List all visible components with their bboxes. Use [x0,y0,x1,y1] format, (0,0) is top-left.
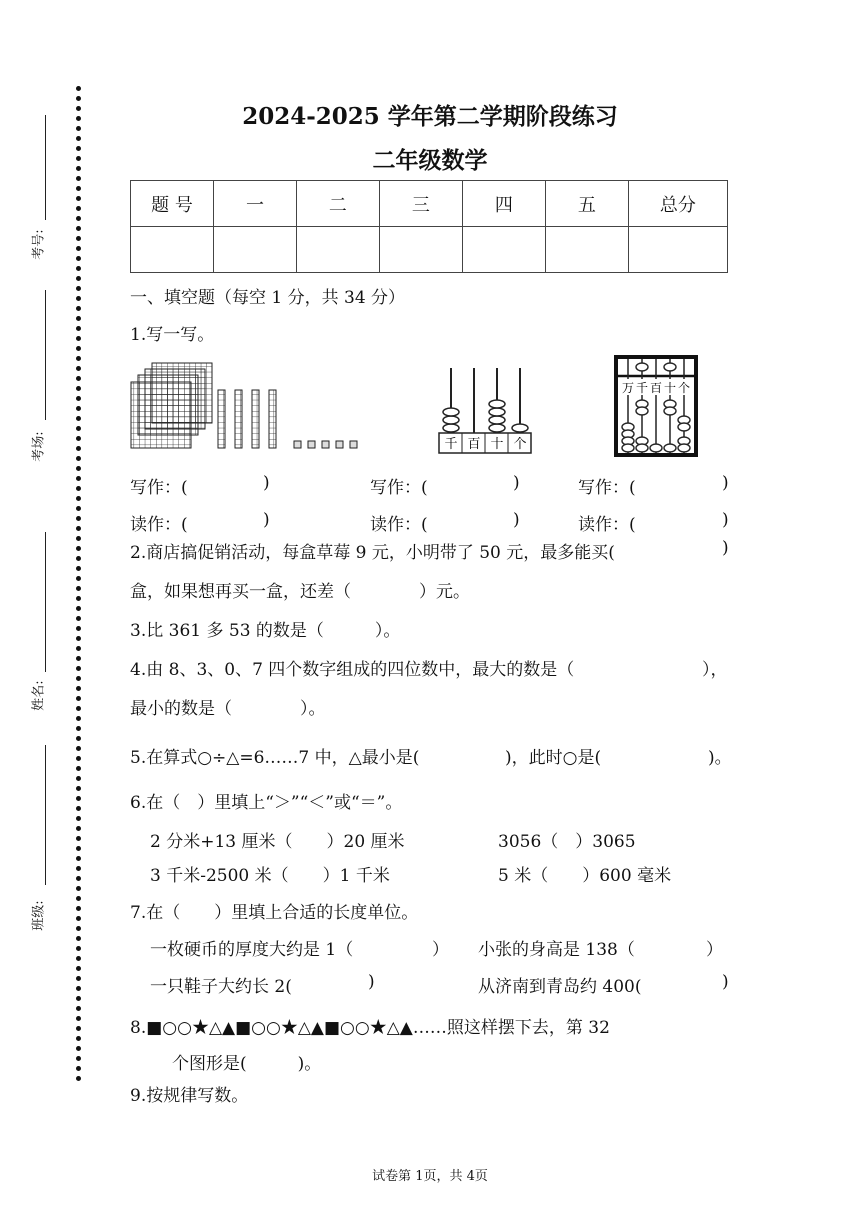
q6-item: 2 分米+13 厘米（ ）20 厘米 [150,832,405,852]
q1-read-2: 读作：( [370,515,428,535]
abacus2-label: 个 [677,381,691,395]
q5-part3: )。 [708,748,732,768]
abacus1-label: 千 [444,437,458,452]
q8-line1: 8.■○○★△▲■○○★△▲■○○★△▲……照这样摆下去，第 32 [130,1018,610,1038]
score-cell[interactable] [296,227,379,273]
page-title: 2024-2025 学年第二学期阶段练习 [242,103,618,130]
q1-write-2: 写作：( [370,478,428,498]
q4-line1-close: ）， [702,660,728,680]
q1-write-1-close: ) [263,473,270,493]
name-line [45,532,46,672]
q3-text: 3.比 361 多 53 的数是（ ）。 [130,621,401,641]
abacus-ten-thousands-figure [613,354,699,458]
q6-item: 5 米（ ）600 毫米 [498,866,672,886]
q1-read-3-close: ) [722,510,729,530]
section1-heading: 一、填空题（每空 1 分，共 34 分） [130,288,406,308]
binding-dotted-line [76,86,81,1082]
q2-line1-close: ) [722,538,729,558]
q7-item: 从济南到青岛约 400( [478,977,642,997]
abacus2-label: 十 [663,381,677,395]
q1-read-1-close: ) [263,510,270,530]
q7-item-close: ） [432,940,449,960]
q1-read-3: 读作：( [578,515,636,535]
q2-line2: 盒，如果想再买一盒，还差（ ）元。 [130,582,470,602]
class-line [45,745,46,885]
abacus1-label: 百 [467,437,481,452]
abacus1-label: 十 [490,437,504,452]
score-table [130,180,728,273]
class-label: 班级: [31,900,47,931]
q4-line1: 4.由 8、3、0、7 四个数字组成的四位数中，最大的数是（ [130,660,575,680]
score-cell[interactable] [131,227,214,273]
q7-text: 7.在（ ）里填上合适的长度单位。 [130,903,419,923]
score-cell[interactable] [379,227,462,273]
name-label: 姓名: [31,680,47,711]
q4-line2: 最小的数是（ ）。 [130,699,326,719]
q7-item: 一枚硬币的厚度大约是 1（ [150,940,354,960]
score-header-cell: 五 [545,181,628,227]
q6-item: 3 千米-2500 米（ ）1 千米 [150,866,390,886]
q1-read-2-close: ) [513,510,520,530]
q5-part2: )，此时○是( [505,748,602,768]
page-footer: 试卷第 1页，共 4页 [372,1169,488,1184]
q1-write-1: 写作：( [130,478,188,498]
page-subtitle: 二年级数学 [372,147,488,174]
q9-text: 9.按规律写数。 [130,1086,249,1106]
q2-line1: 2.商店搞促销活动，每盒草莓 9 元，小明带了 50 元，最多能买( [130,543,615,563]
q5-part1: 5.在算式○÷△=6……7 中，△最小是( [130,748,420,768]
base-ten-blocks-figure [128,355,363,455]
q7-item: 一只鞋子大约长 2( [150,977,292,997]
q7-item: 小张的身高是 138（ [478,940,635,960]
score-cell[interactable] [628,227,727,273]
abacus-thousands-figure [435,365,535,455]
q7-item-close: ） [706,940,723,960]
score-header-cell: 四 [462,181,545,227]
score-cell[interactable] [462,227,545,273]
q1-read-1: 读作：( [130,515,188,535]
q1-write-3: 写作：( [578,478,636,498]
abacus2-label: 百 [649,381,663,395]
score-header-cell: 一 [213,181,296,227]
score-header-cell: 三 [379,181,462,227]
score-header-cell: 总分 [628,181,727,227]
abacus1-label: 个 [513,437,527,452]
q7-item-close: ) [368,972,375,992]
score-header-cell: 二 [296,181,379,227]
abacus2-label: 万 [621,381,635,395]
q7-item-close: ) [722,972,729,992]
q8-line2: 个图形是( )。 [172,1054,322,1074]
room-line [45,290,46,420]
score-cell[interactable] [213,227,296,273]
q1-write-2-close: ) [513,473,520,493]
q1-label: 1.写一写。 [130,325,215,345]
q6-item: 3056（ ）3065 [498,832,636,852]
score-cell[interactable] [545,227,628,273]
abacus2-label: 千 [635,381,649,395]
score-header-cell: 题 号 [131,181,214,227]
exam-no-label: 考号: [31,229,47,260]
room-label: 考场: [31,431,47,462]
q1-write-3-close: ) [722,473,729,493]
q6-text: 6.在（ ）里填上“＞”“＜”或“＝”。 [130,793,403,813]
